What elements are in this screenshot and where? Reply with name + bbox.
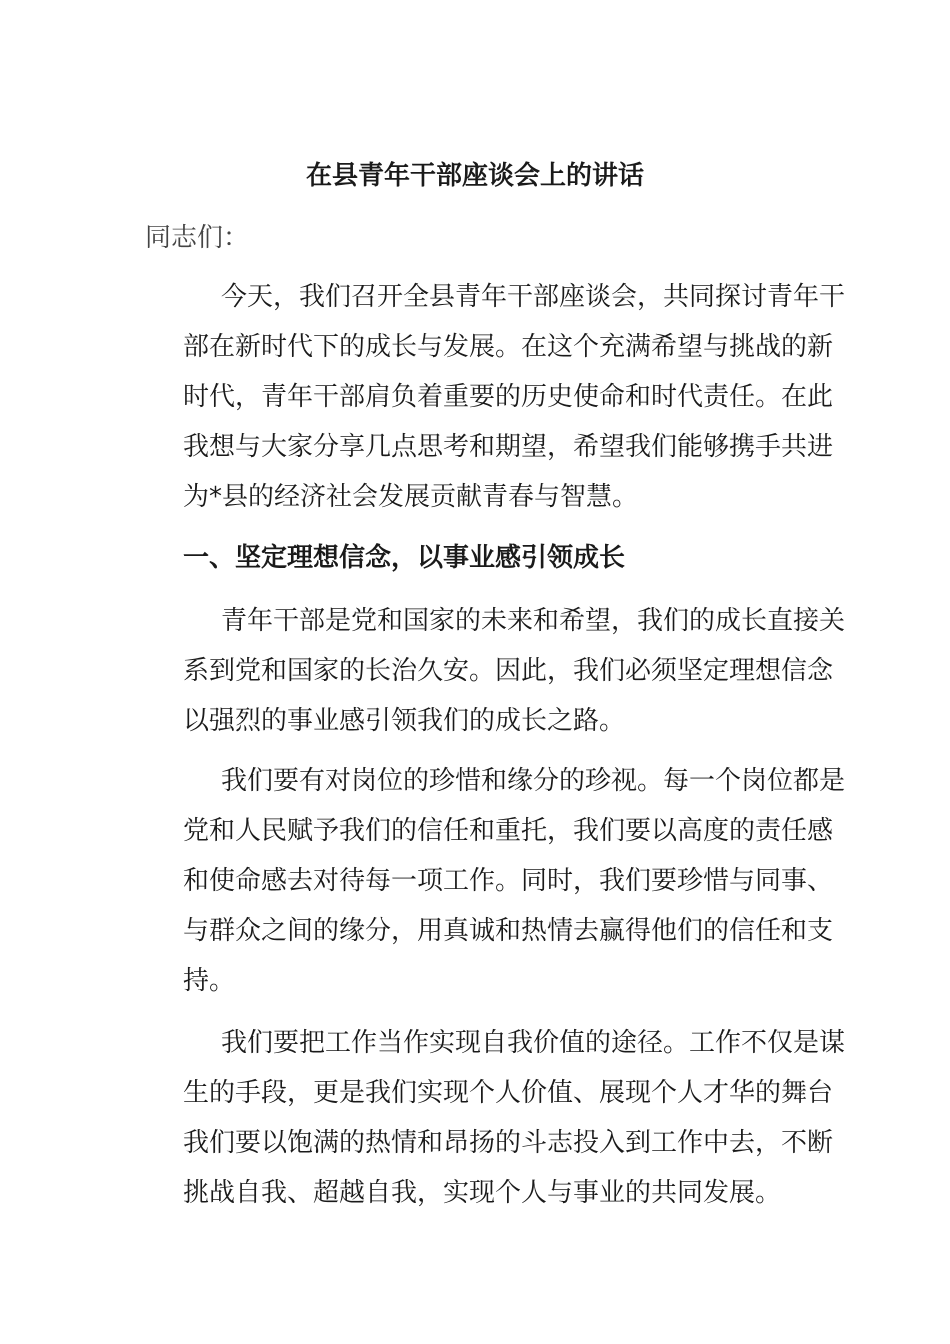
- paragraph-line: 持。: [183, 966, 236, 996]
- document-title: 在县青年干部座谈会上的讲话: [305, 161, 644, 191]
- paragraph-line: 和使命感去对待每一项工作。同时，我们要珍惜与同事、: [183, 866, 834, 896]
- paragraph-line: 今天，我们召开全县青年干部座谈会，共同探讨青年干: [221, 282, 846, 312]
- paragraph-line: 时代，青年干部肩负着重要的历史使命和时代责任。在此: [183, 382, 834, 412]
- paragraph-line: 系到党和国家的长治久安。因此，我们必须坚定理想信念: [183, 656, 834, 686]
- section-paragraph: [145, 596, 846, 746]
- paragraph-line: 青年干部是党和国家的未来和希望，我们的成长直接关: [221, 606, 846, 636]
- intro-paragraph: [145, 272, 846, 522]
- paragraph-line: 以强烈的事业感引领我们的成长之路。: [183, 706, 626, 736]
- paragraph-line: 党和人民赋予我们的信任和重托，我们要以高度的责任感: [183, 816, 834, 846]
- paragraph-line: 部在新时代下的成长与发展。在这个充满希望与挑战的新: [183, 332, 834, 362]
- section-paragraph: [145, 1018, 846, 1218]
- paragraph-line: 我们要有对岗位的珍惜和缘分的珍视。每一个岗位都是: [221, 766, 846, 796]
- paragraph-line: 挑战自我、超越自我，实现个人与事业的共同发展。: [183, 1178, 782, 1208]
- paragraph-line: 为*县的经济社会发展贡献青春与智慧。: [183, 482, 639, 512]
- salutation: 同志们：: [145, 223, 250, 253]
- paragraph-line: 我们要把工作当作实现自我价值的途径。工作不仅是谋: [221, 1028, 846, 1058]
- section-paragraph: [145, 756, 846, 1006]
- paragraph-line: 与群众之间的缘分，用真诚和热情去赢得他们的信任和支: [183, 916, 834, 946]
- paragraph-line: 我想与大家分享几点思考和期望，希望我们能够携手共进: [183, 432, 834, 462]
- paragraph-line: 我们要以饱满的热情和昂扬的斗志投入到工作中去，不断: [183, 1128, 834, 1158]
- paragraph-line: 生的手段，更是我们实现个人价值、展现个人才华的舞台: [183, 1078, 834, 1108]
- section-heading: 一、坚定理想信念，以事业感引领成长: [183, 543, 626, 573]
